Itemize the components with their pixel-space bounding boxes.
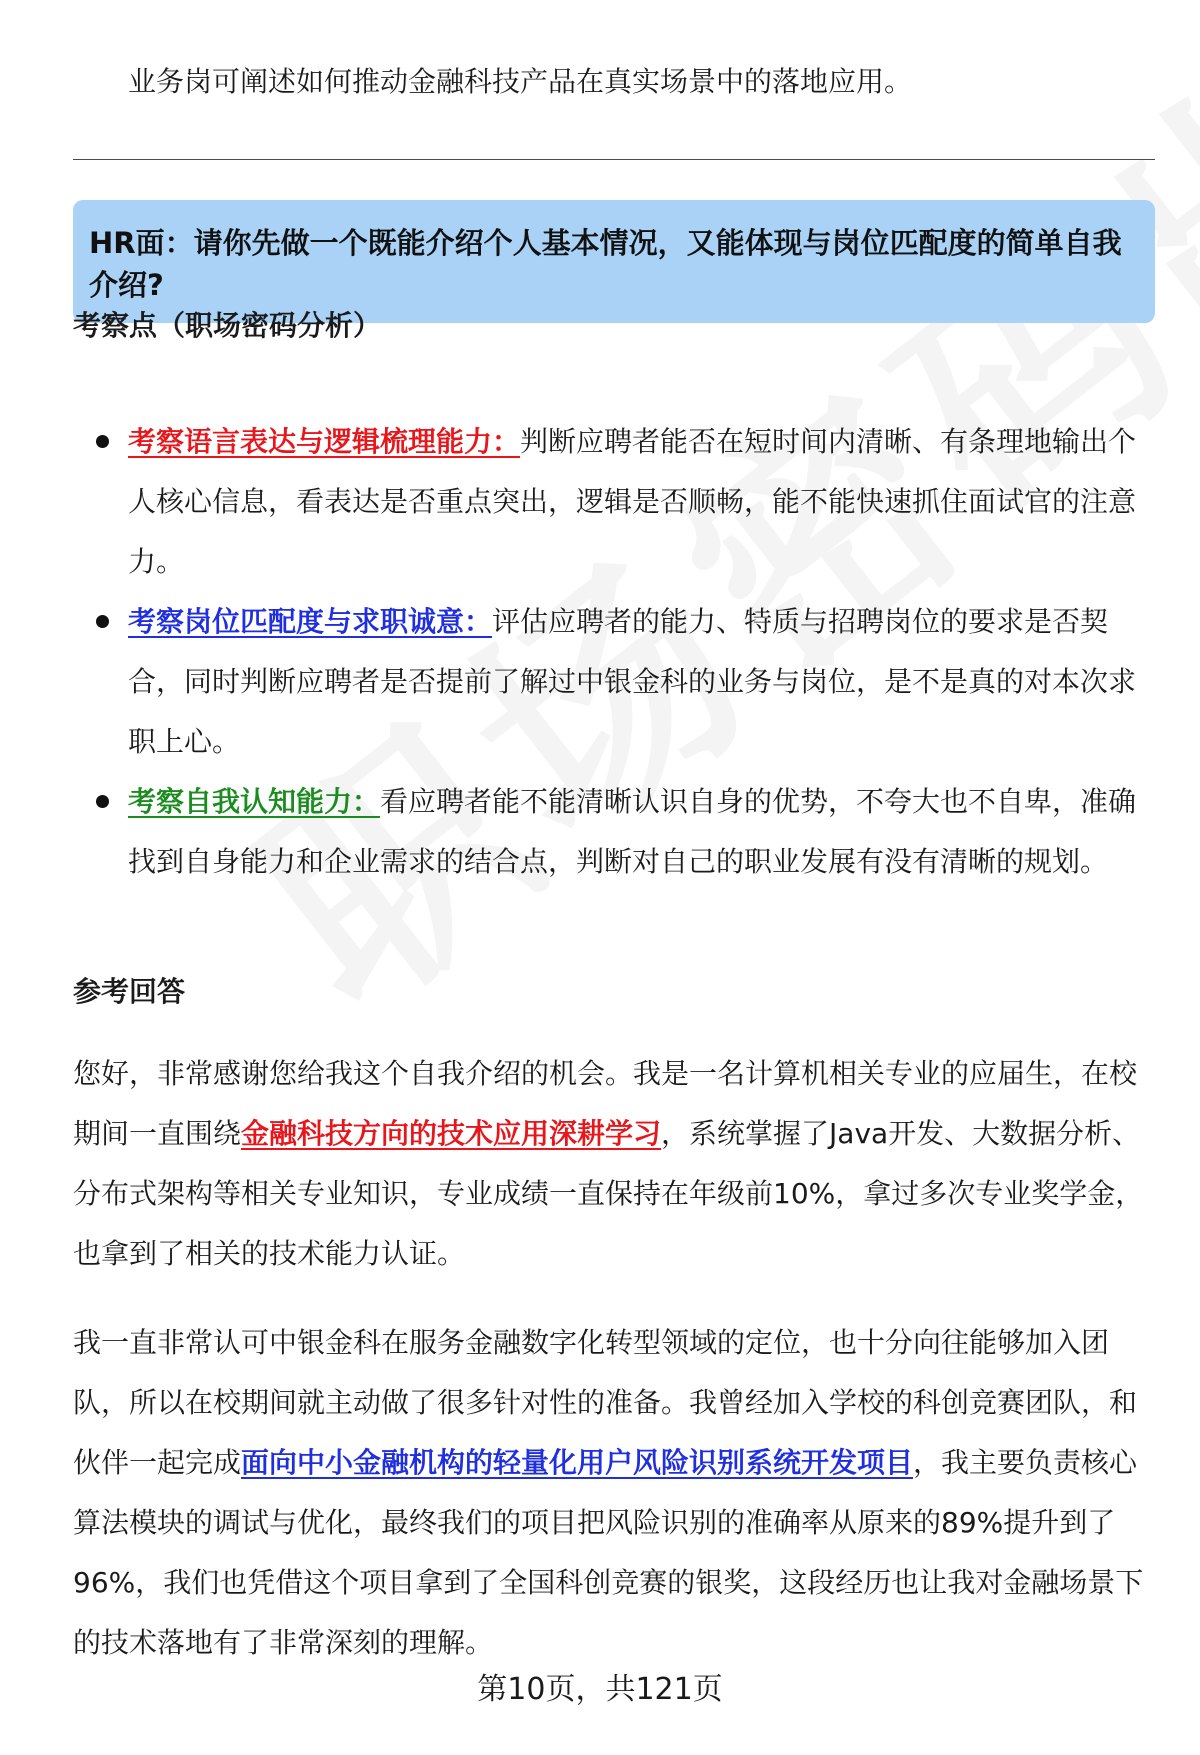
point-label: 考察自我认知能力： xyxy=(128,785,381,818)
intro-line: 业务岗可阐述如何推动金融科技产品在真实场景中的落地应用。 xyxy=(128,65,913,98)
answer-text: ，系统掌握了Java开发、大数据分析、分布式架构等相关专业知识，专业成绩一直保持在年级前10%，拿过多次专业奖学金，也拿到了相关的技术能力认证。 xyxy=(73,1117,1144,1270)
answer-paragraph-2 xyxy=(73,1313,1155,1673)
answer-paragraph-1 xyxy=(73,1044,1155,1284)
assessment-point xyxy=(73,592,1155,772)
point-label: 考察语言表达与逻辑梳理能力： xyxy=(128,425,521,458)
point-text: 看应聘者能不能清晰认识自身的优势，不夸大也不自卑，准确找到自身能力和企业需求的结合点，判断对自己的职业发展有没有清晰的规划。 xyxy=(128,785,1137,878)
point-text: 评估应聘者的能力、特质与招聘岗位的要求是否契合，同时判断应聘者是否提前了解过中银金科的业务与岗位，是不是真的对本次求职上心。 xyxy=(128,605,1137,758)
point-label: 考察岗位匹配度与求职诚意： xyxy=(128,605,493,638)
page-number: 第10页，共121页 xyxy=(477,1672,723,1707)
answer-text: ，我主要负责核心算法模块的调试与优化，最终我们的项目把风险识别的准确率从原来的89%提升到了96%，我们也凭借这个项目拿到了全国科创竞赛的银奖，这段经历也让我对金融场景下的技术落地有了非常深刻的理解。 xyxy=(73,1446,1144,1659)
assessment-point xyxy=(73,772,1155,892)
bullet-icon xyxy=(96,435,109,448)
assessment-point xyxy=(73,412,1155,592)
answer-text: 您好，非常感谢您给我这个自我介绍的机会。我是一名计算机相关专业的应届生，在校期间一直围绕 xyxy=(73,1057,1138,1150)
question-box xyxy=(73,200,1155,323)
question-text: HR面：请你先做一个既能介绍个人基本情况，又能体现与岗位匹配度的简单自我介绍? xyxy=(89,226,1122,302)
answer-highlight: 面向中小金融机构的轻量化用户风险识别系统开发项目 xyxy=(241,1446,914,1479)
answer-text: 我一直非常认可中银金科在服务金融数字化转型领域的定位，也十分向往能够加入团队，所以在校期间就主动做了很多针对性的准备。我曾经加入学校的科创竞赛团队，和伙伴一起完成 xyxy=(73,1326,1138,1479)
bullet-icon xyxy=(96,615,109,628)
answer-highlight: 金融科技方向的技术应用深耕学习 xyxy=(241,1117,662,1150)
divider xyxy=(73,159,1155,160)
answer-title: 参考回答 xyxy=(73,975,186,1008)
assessment-title: 考察点（职场密码分析） xyxy=(73,309,382,342)
point-text: 判断应聘者能否在短时间内清晰、有条理地输出个人核心信息，看表达是否重点突出，逻辑是否顺畅，能不能快速抓住面试官的注意力。 xyxy=(128,425,1137,578)
assessment-points xyxy=(73,412,1155,892)
bullet-icon xyxy=(96,795,109,808)
